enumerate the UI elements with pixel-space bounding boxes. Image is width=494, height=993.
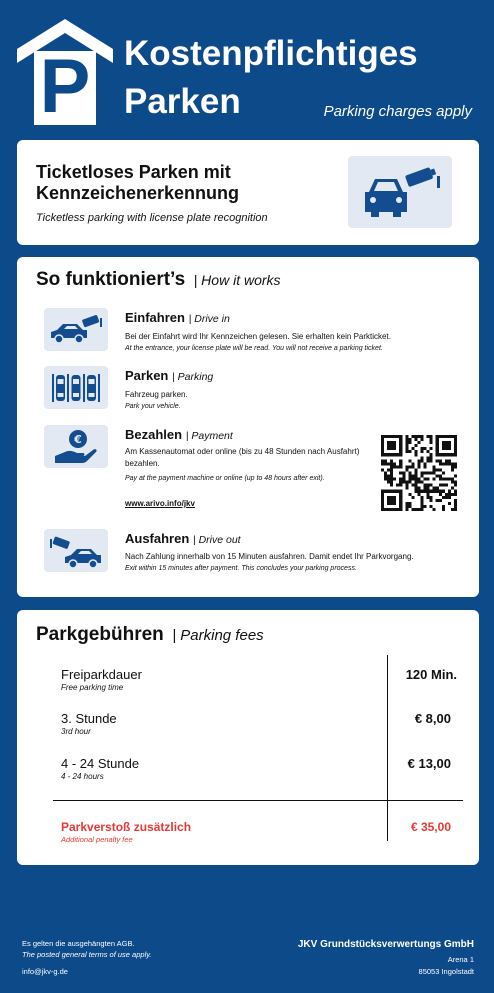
qr-code[interactable] (381, 435, 457, 511)
payment-link[interactable]: www.arivo.info/jkv (125, 499, 195, 508)
parking-fees-card (17, 610, 479, 865)
step-text-de: Nach Zahlung innerhalb von 15 Minuten ausfahren. Damit endet Ihr Parkvorgang. (125, 552, 414, 561)
fee-label-en: 3rd hour (61, 727, 91, 736)
company-name: JKV Grundstücksverwertungs GmbH (297, 939, 474, 950)
ticketless-card (17, 140, 479, 245)
step-title-de: Parken (125, 368, 169, 383)
qr-code-icon (381, 435, 457, 511)
step-icon-box (44, 366, 108, 409)
fees-title: Parkgebühren (36, 624, 164, 645)
step-text-de: Bei der Einfahrt wird Ihr Kennzeichen gelesen. Sie erhalten kein Parkticket. (125, 332, 391, 341)
terms-en: The posted general terms of use apply. (22, 950, 152, 959)
step-title-de: Ausfahren (125, 531, 190, 546)
step-text-de: Am Kassenautomat oder online (bis zu 48 Stunden nach Ausfahrt) bezahlen. (125, 447, 360, 468)
step-icon-box (44, 425, 108, 468)
ticketless-title-line1: Ticketloses Parken mit (36, 162, 231, 182)
fee-value: € 13,00 (407, 756, 451, 771)
camera-car-exit-icon (47, 533, 105, 569)
step-title-en: | Drive in (188, 313, 230, 325)
page-subtitle: Parking charges apply (323, 103, 472, 120)
penalty-value: € 35,00 (410, 820, 451, 834)
fee-label-de: 4 - 24 Stunde (61, 756, 140, 771)
logo-letter: P (39, 44, 91, 129)
step-text-en: Park your vehicle. (125, 403, 181, 410)
how-it-works-card (17, 257, 479, 597)
fees-vertical-divider (387, 655, 388, 841)
step-title (125, 531, 241, 546)
company-city: 85053 Ingolstadt (418, 967, 474, 976)
fee-value: 120 Min. (405, 667, 457, 682)
contact-email[interactable]: info@jkv-g.de (22, 967, 68, 976)
step-title-de: Bezahlen (125, 427, 183, 442)
penalty-label-de: Parkverstoß zusätzlich (61, 820, 192, 834)
ticketless-title-line2: Kennzeichenerkennung (36, 183, 240, 203)
how-title-en: | How it works (193, 272, 281, 288)
page-title-line1: Kostenpflichtiges (124, 34, 418, 73)
terms-de: Es gelten die ausgehängten AGB. (22, 939, 135, 948)
euro-coin-hand-icon (51, 428, 101, 466)
step-title (125, 427, 233, 442)
step-title (125, 368, 213, 383)
step-text-en: Pay at the payment machine or online (up to 48 hours after exit). (125, 475, 325, 482)
car-camera-icon (47, 312, 105, 348)
svg-text:€: € (74, 432, 82, 446)
step-text-en: At the entrance, your license plate will be read. You will not receive a parking ticket. (125, 345, 383, 352)
step-icon-box (44, 308, 108, 351)
ticketless-icon-box (348, 156, 452, 228)
fees-horizontal-divider (53, 800, 463, 801)
penalty-label-en: Additional penalty fee (61, 835, 133, 844)
ticketless-subtitle: Ticketless parking with license plate recognition (36, 212, 268, 224)
step-title-en: | Parking (172, 371, 214, 383)
step-title-de: Einfahren (125, 310, 185, 325)
fees-header (36, 624, 264, 646)
step-text-en: Exit within 15 minutes after payment. This concludes your parking process. (125, 565, 357, 572)
parking-logo (17, 17, 113, 129)
fee-label-en: 4 - 24 hours (61, 772, 104, 781)
how-title: So funktioniert’s (36, 269, 186, 290)
parked-cars-icon (51, 370, 101, 406)
fees-title-en: | Parking fees (172, 627, 264, 644)
company-street: Arena 1 (447, 955, 474, 964)
step-title-en: | Payment (185, 430, 233, 442)
page-title-line2: Parken (124, 82, 241, 121)
car-camera-icon (355, 162, 445, 222)
step-text-de: Fahrzeug parken. (125, 390, 188, 399)
fee-label-en: Free parking time (61, 683, 124, 692)
step-title (125, 310, 230, 325)
step-title-en: | Drive out (192, 534, 241, 546)
step-icon-box (44, 529, 108, 572)
fee-label-de: Freiparkdauer (61, 667, 142, 682)
fee-value: € 8,00 (414, 711, 451, 726)
how-header (36, 269, 281, 291)
fee-label-de: 3. Stunde (61, 711, 117, 726)
